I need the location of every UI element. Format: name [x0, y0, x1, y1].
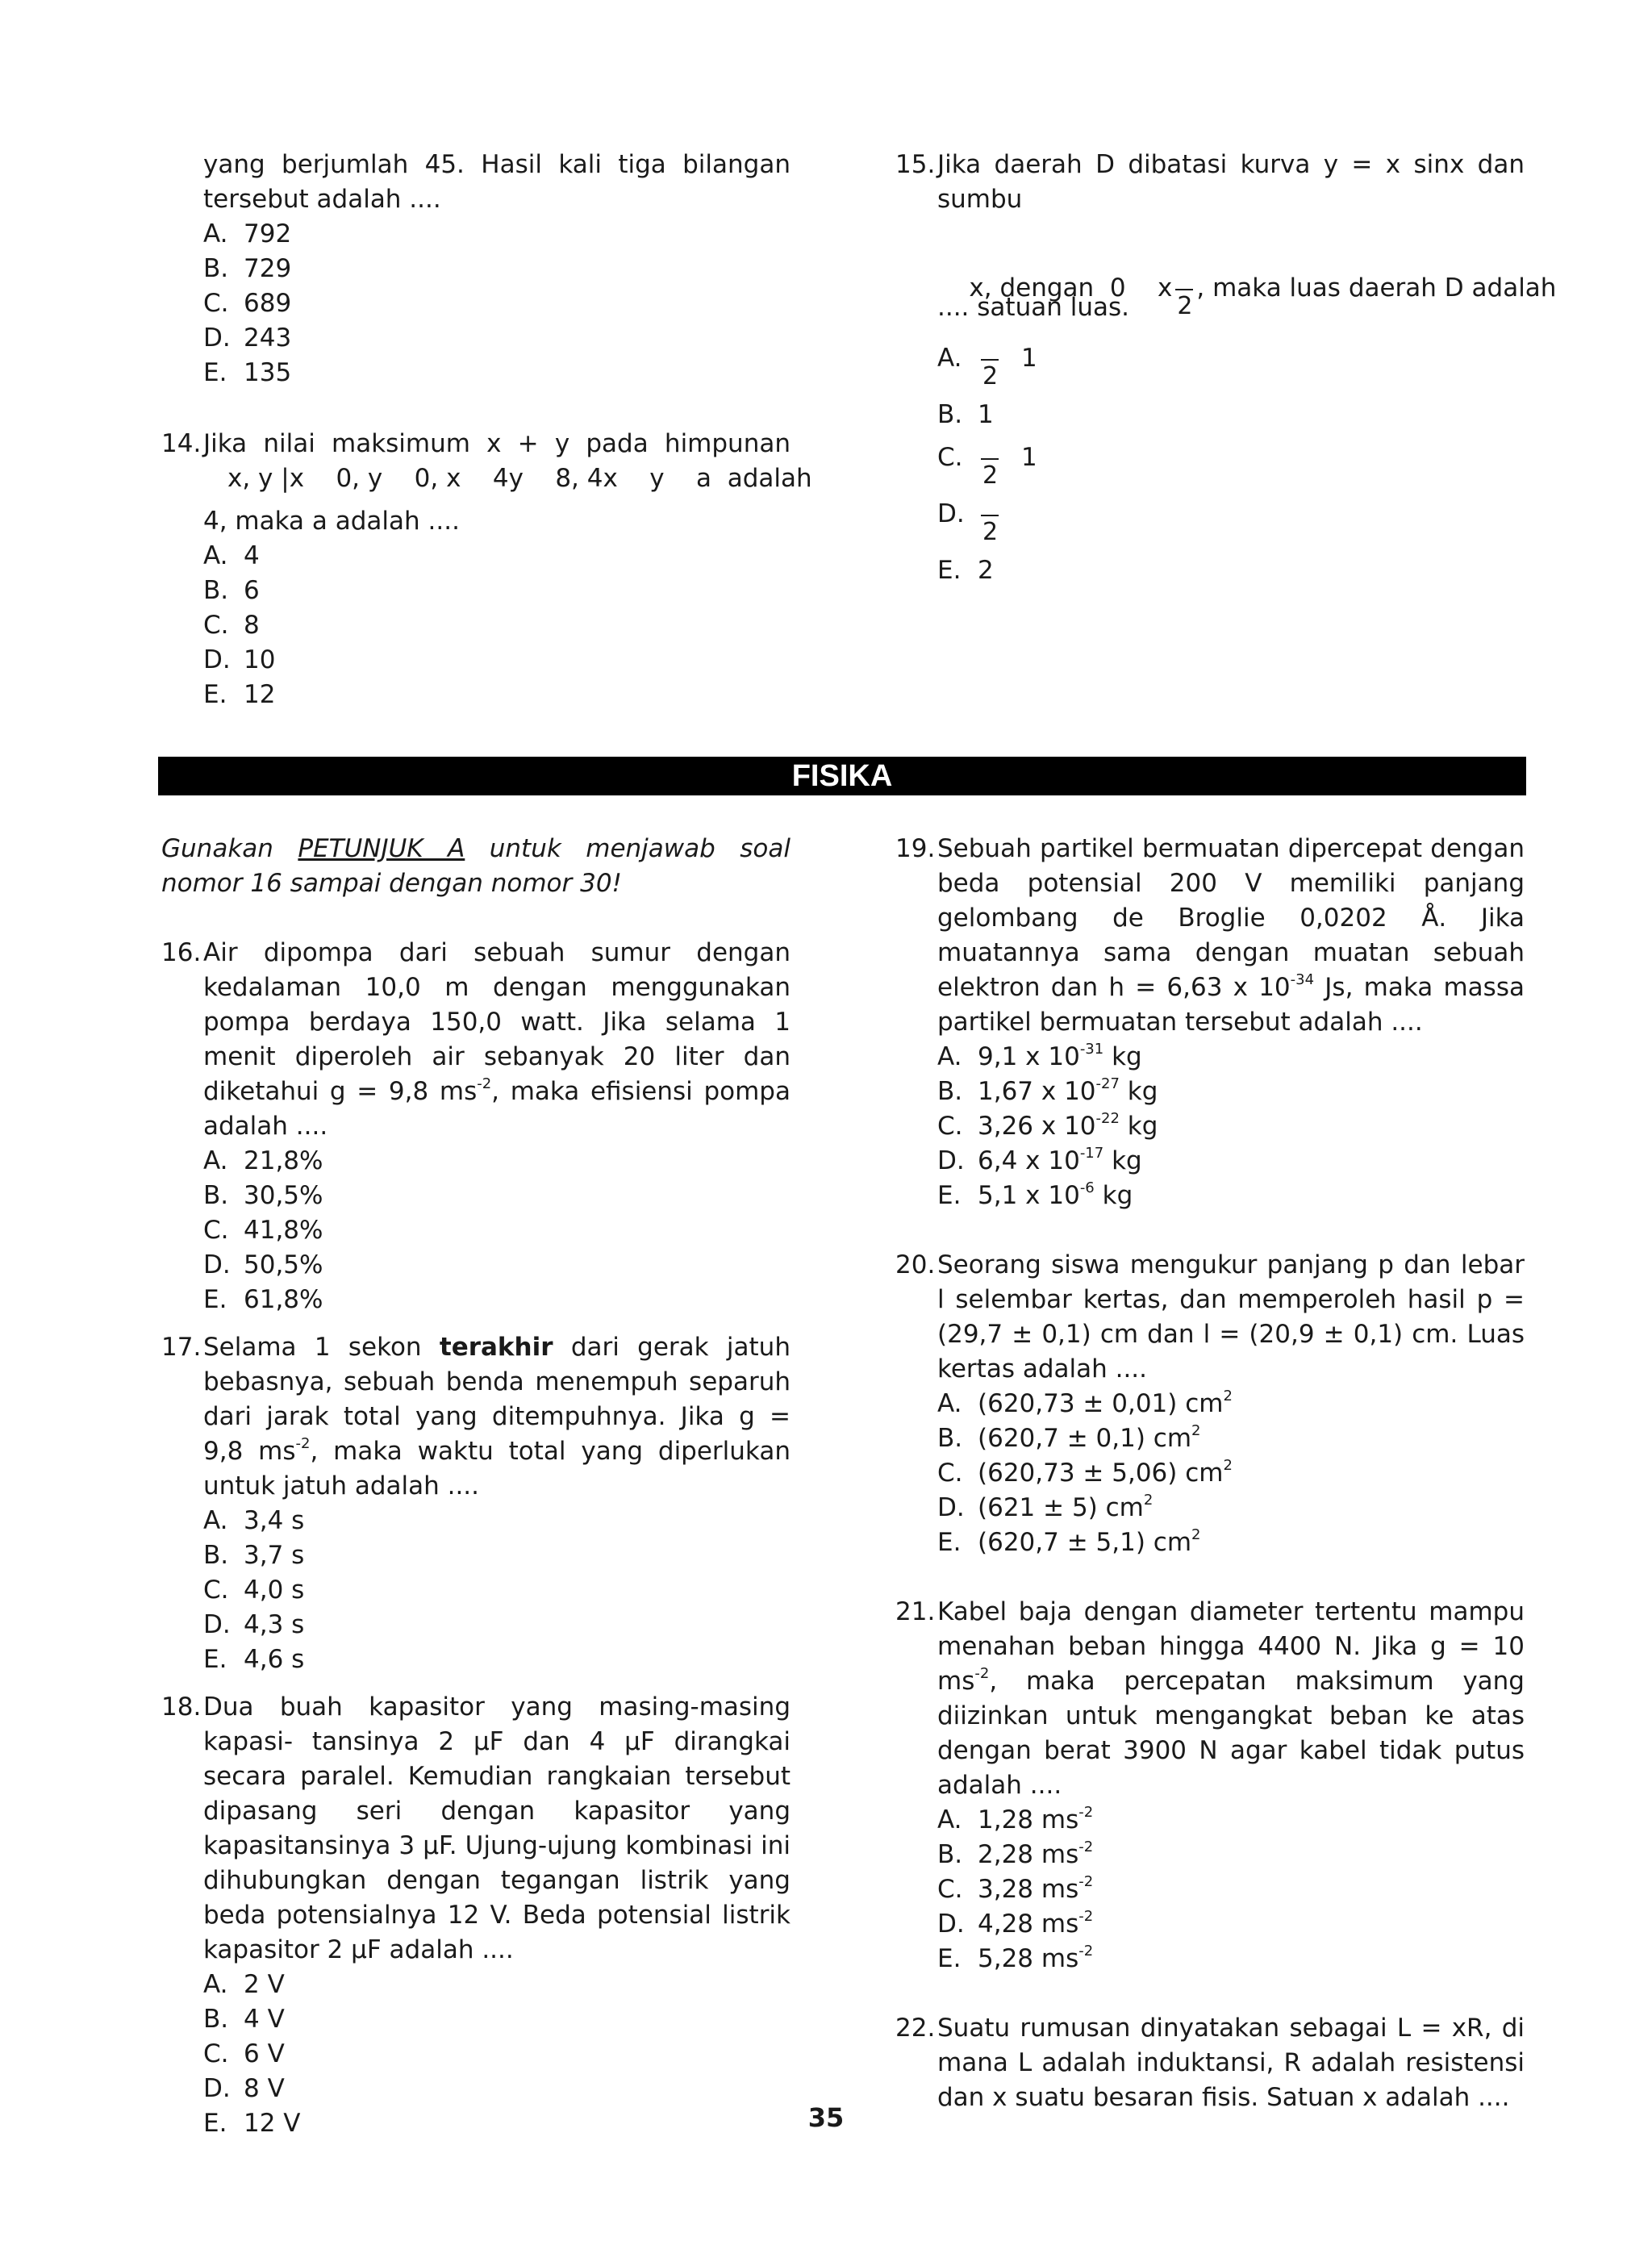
option: A. 21,8% [203, 1146, 323, 1175]
option: C. 8 [203, 611, 260, 640]
option: C. 689 [203, 289, 292, 318]
question-text: Air dipompa dari sebuah sumur dengan kedalaman 10,0 m dengan menggunakan pompa berdaya 150,0 watt. Jika selama 1 menit diperoleh air sebanyak 20 liter dan diketahui g = 9,8 ms [203, 938, 791, 1106]
question-text: Jika daerah D dibatasi kurva y = x sinx dan sumbu [937, 150, 1525, 214]
instruction-link: PETUNJUK A [298, 834, 465, 863]
option: D. 4,3 s [203, 1610, 305, 1639]
option: A. 2 V [203, 1970, 285, 1999]
question-number: 20. [895, 1250, 936, 1279]
option: D. 243 [203, 323, 292, 353]
option: B. 729 [203, 254, 292, 283]
question-text: .... satuan luas. [937, 293, 1129, 322]
question-20 [895, 1248, 1525, 1387]
question-number: 14. [161, 429, 202, 458]
option: D. 2 [937, 499, 999, 546]
option: A. 9,1 x $10^{-31}$ kg [937, 1040, 1142, 1071]
option: E. (620,7 ± 5,1) $cm^2$ [937, 1526, 1201, 1557]
option: E. 135 [203, 358, 292, 387]
option: B. (620,7 ± 0,1) $cm^2$ [937, 1421, 1201, 1453]
question-text: , maka luas daerah D adalah [1196, 273, 1557, 303]
question-text: Jika nilai maksimum x + y pada himpunan [203, 429, 791, 458]
option: B. 30,5% [203, 1181, 323, 1210]
left-column-physics [161, 832, 791, 2141]
question-17: 17. Selama 1 sekon terakhir dari gerak jatuh bebasnya, sebuah benda menempuh separuh dari jarak total yang ditempuhnya. Jika g = 9,8 $ms^{-2}$, maka waktu total yang diperlukan untuk jatuh adalah .... [161, 1330, 791, 1504]
option: E. 5,28 $ms^{-2}$ [937, 1942, 1094, 1973]
option: C. 6 V [203, 2039, 285, 2068]
question-21: 21. Kabel baja dengan diameter tertentu mampu menahan beban hingga 4400 N. Jika g = 10 $ms^{-2}$, maka percepatan maksimum yang diizinkan untuk mengangkat beban ke atas dengan berat 3900 N agar kabel tidak putus adalah .... [895, 1595, 1525, 1803]
question-number: 18. [161, 1692, 202, 1722]
option: C. 41,8% [203, 1216, 323, 1245]
option: B. 6 [203, 576, 260, 605]
option: B. 1 [937, 400, 994, 429]
options-list [895, 1040, 1525, 1213]
option: D. 4,28 $ms^{-2}$ [937, 1907, 1094, 1939]
option: D. 50,5% [203, 1250, 323, 1279]
option: A. (620,73 ± 0,01) $cm^2$ [937, 1387, 1233, 1418]
options-list [161, 1504, 791, 1677]
option: B. 1,67 x $10^{-27}$ kg [937, 1075, 1158, 1106]
option: D. 8 V [203, 2074, 285, 2103]
option: E. 5,1 x $10^{-6}$ kg [937, 1179, 1133, 1210]
option: E. 2 [937, 556, 994, 585]
options-list [895, 341, 1525, 588]
question-22 [895, 2011, 1525, 2115]
option: E. 61,8% [203, 1285, 323, 1314]
option: E. 4,6 s [203, 1645, 305, 1674]
question-text: Dua buah kapasitor yang masing-masing kapasi- tansinya 2 μF dan 4 μF dirangkai secara paralel. Kemudian rangkaian tersebut dipasang seri dengan kapasitor yang kapasitansinya 3 μF. Ujung-ujung kombinasi ini dihubungkan dengan tegangan listrik yang beda potensialnya 12 V. Beda potensial listrik kapasitor 2 μF adalah .... [203, 1692, 791, 1964]
option: A. 1,28 $ms^{-2}$ [937, 1803, 1094, 1834]
option: C. 3,26 x $10^{-22}$ kg [937, 1109, 1158, 1141]
question-number: 22. [895, 2014, 936, 2043]
option: A. 3,4 s [203, 1506, 305, 1535]
question-text: 4, maka a adalah .... [203, 507, 460, 536]
option: A. 4 [203, 541, 260, 570]
option: E. 12 [203, 680, 276, 709]
page-number: 35 [807, 2102, 845, 2133]
option: E. 12 V [203, 2109, 301, 2138]
option: C. 4,0 s [203, 1576, 305, 1605]
options-list [161, 539, 791, 712]
question-number: 15. [895, 150, 936, 179]
option: C. 2 1 [937, 443, 1037, 490]
question-19: 19. Sebuah partikel bermuatan dipercepat dengan beda potensial 200 V memiliki panjang gelombang de Broglie 0,0202 Å. Jika muatannya sama dengan muatan sebuah elektron dan h = 6,63 x $10^{-34}$ Js, maka massa partikel bermuatan tersebut adalah .... [895, 832, 1525, 1040]
option: D. (621 ± 5) $cm^2$ [937, 1491, 1153, 1522]
question-number: 21. [895, 1597, 936, 1626]
option: C. (620,73 ± 5,06) $cm^2$ [937, 1456, 1233, 1488]
option: B. 2,28 $ms^{-2}$ [937, 1838, 1094, 1869]
right-column-physics [895, 832, 1525, 2115]
question-text: yang berjumlah 45. Hasil kali tiga bilangan [203, 150, 791, 179]
option: B. 4 V [203, 2005, 285, 2034]
option: D. 6,4 x $10^{-17}$ kg [937, 1144, 1142, 1175]
question-18 [161, 1690, 791, 1968]
option: C. 3,28 $ms^{-2}$ [937, 1872, 1094, 1904]
question-15 [895, 148, 1557, 588]
emphasis: terakhir [439, 1333, 553, 1362]
fraction: 2 [1172, 271, 1196, 306]
question-text: Seorang siswa mengukur panjang p dan lebar l selembar kertas, dan memperoleh hasil p = (29,7 ± 0,1) cm dan l = (20,9 ± 0,1) cm. Luas kertas adalah .... [937, 1250, 1525, 1384]
options-list [161, 217, 791, 390]
options-list [161, 1144, 791, 1317]
option: B. 3,7 s [203, 1541, 305, 1570]
option: D. 10 [203, 645, 276, 674]
section-banner: FISIKA [158, 757, 1526, 795]
options-list [895, 1387, 1525, 1560]
option: A. 792 [203, 219, 292, 248]
options-list [895, 1803, 1525, 1976]
question-text: Suatu rumusan dinyatakan sebagai L = xR, di mana L adalah induktansi, R adalah resistensi dan x suatu besaran fisis. Satuan x adalah .... [937, 2014, 1525, 2112]
question-number: 19. [895, 834, 936, 863]
question-number: 17. [161, 1333, 202, 1362]
set-notation: x, y |x 0, y 0, x 4y 8, 4x y a adalah [227, 464, 812, 493]
question-13-continuation [161, 148, 791, 390]
question-14 [161, 427, 812, 712]
question-text: Kabel baja dengan diameter tertentu mampu menahan beban hingga 4400 N. Jika g = 10 ms [937, 1597, 1525, 1696]
question-text: tersebut adalah .... [203, 185, 441, 214]
question-number: 16. [161, 938, 202, 967]
question-16: 16. Air dipompa dari sebuah sumur dengan kedalaman 10,0 m dengan menggunakan pompa berdaya 150,0 watt. Jika selama 1 menit diperoleh air sebanyak 20 liter dan diketahui g = 9,8 $ms^{-2}$, maka efisiensi pompa adalah .... [161, 936, 791, 1144]
question-text: x, dengan 0 x [969, 273, 1173, 303]
option: A. 2 1 [937, 344, 1037, 390]
question-text: Sebuah partikel bermuatan dipercepat dengan beda potensial 200 V memiliki panjang gelombang de Broglie 0,0202 Å. Jika muatannya sama dengan muatan sebuah elektron dan h = 6,63 x 10 [937, 834, 1525, 1002]
instruction: Gunakan PETUNJUK A untuk menjawab soal nomor 16 sampai dengan nomor 30! [161, 834, 791, 898]
